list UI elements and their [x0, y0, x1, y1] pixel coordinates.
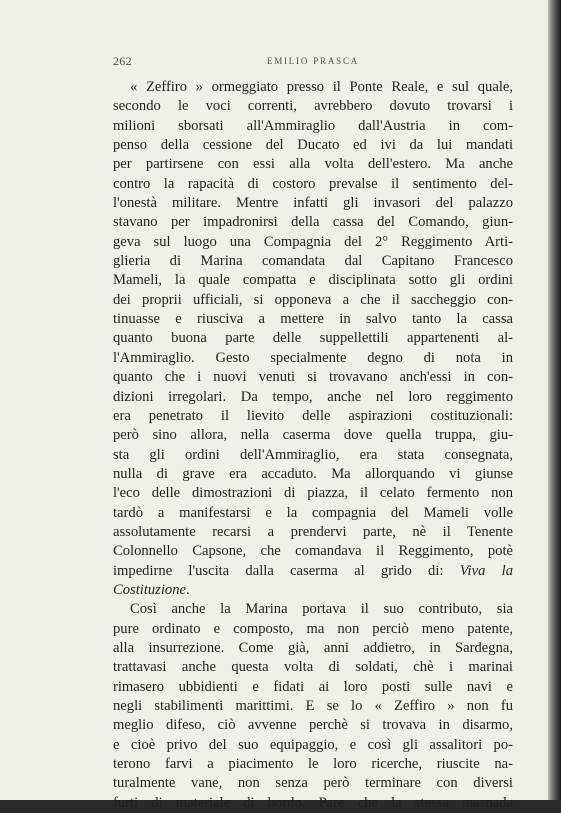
text-line: e cioè privo del suo equipaggio, e così gli assalitori po- — [113, 736, 513, 753]
text-line: tinuasse e riusciva a mettere in salvo tanto la cassa — [113, 311, 513, 328]
text-line: alla insurrezione. Come già, anni addietro, in Sardegna, — [113, 639, 513, 656]
text-line: dei proprii ufficiali, si opponeva a che il saccheggio con- — [113, 291, 513, 308]
text-line: tardò a manifestarsi e la compagnia del Mameli volle — [113, 504, 513, 521]
text-run: . — [185, 581, 190, 598]
text-line: penso della cessione del Ducato ed ivi da lui mandati — [113, 137, 513, 154]
text-line: pure ordinato e composto, ma non perciò meno patente, — [113, 620, 513, 637]
text-line: trattavasi anche questa volta di soldati, chè i marinai — [113, 659, 513, 676]
text-line: milioni sborsati all'Ammiraglio dall'Austria in com- — [113, 117, 513, 134]
text-line: Colonnello Capsone, che comandava il Reggimento, potè — [113, 543, 513, 560]
text-line: stavano per impadronirsi della cassa del Comando, giun- — [113, 214, 513, 231]
text-line: dizioni irregolari. Da tempo, anche nel loro reggimento — [113, 388, 513, 405]
text-line — [113, 562, 513, 581]
emphasis-text: Viva la — [459, 562, 513, 579]
text-line: Così anche la Marina portava il suo contributo, sia — [130, 601, 513, 618]
text-line: era penetrato il lievito delle aspirazioni costituzionali: — [113, 407, 513, 424]
text-line: sta gli ordini dell'Ammiraglio, era stata consegnata, — [113, 446, 513, 463]
text-line: Mameli, la quale compatta e disciplinata sotto gli ordini — [113, 272, 513, 289]
page-header — [113, 54, 513, 70]
body-text — [113, 78, 513, 813]
text-line: negli stabilimenti marittimi. E se lo « Zeffiro » non fu — [113, 698, 513, 714]
text-line — [113, 581, 513, 600]
text-line: turalmente vane, non senza però terminare con diversi — [113, 775, 513, 792]
text-line: rimasero ubbidienti e fidati ai loro posti sulle navi e — [113, 678, 513, 695]
text-line: per partirsene con essi alla volta dell'estero. Ma anche — [113, 156, 513, 173]
page-edge-shadow — [548, 0, 561, 800]
text-line: contro la rapacità di costoro prevalse il sentimento del- — [113, 175, 513, 192]
text-line: nulla di grave era accaduto. Ma allorquando vi giunse — [113, 465, 513, 482]
text-run: impedirne l'uscita dalla caserma al grido di: — [113, 562, 460, 579]
text-line: assolutamente recarsi a prendervi parte, nè il Tenente — [113, 523, 513, 540]
text-line: l'eco delle dimostrazioni di piazza, il celato fermento non — [113, 485, 513, 502]
text-line: glieria di Marina comandata dal Capitano Francesco — [113, 253, 513, 270]
text-line: secondo le voci correnti, avrebbero dovuto trovarsi i — [113, 98, 513, 115]
running-head: EMILIO PRASCA — [266, 56, 360, 66]
text-line: però sino allora, nella caserma dove quella truppa, giu- — [113, 427, 513, 444]
text-line: terono farvi a piacimento le loro ricerche, riuscite na- — [113, 756, 513, 773]
text-line: furti di materiale di bordo. Pare che la stessa masnada — [113, 794, 513, 811]
text-line: quanto buona parte delle suppellettili appartenenti al- — [113, 330, 513, 347]
text-line: « Zeffiro » ormeggiato presso il Ponte Reale, e sul quale, — [130, 79, 513, 95]
text-line: l'onestà militare. Mentre infatti gli invasori del palazzo — [113, 195, 513, 212]
text-line: l'Ammiraglio. Gesto specialmente degno di nota in — [113, 349, 513, 366]
text-line: geva sul luogo una Compagnia del 2° Reggimento Arti- — [113, 233, 513, 250]
text-line: quanto che i nuovi venuti si trovavano anch'essi in con- — [113, 369, 513, 386]
text-line: meglio difeso, ciò avvenne perchè si trovava in disarmo, — [113, 717, 513, 734]
emphasis-text: Costituzione — [113, 581, 186, 598]
page-number: 262 — [113, 54, 132, 68]
